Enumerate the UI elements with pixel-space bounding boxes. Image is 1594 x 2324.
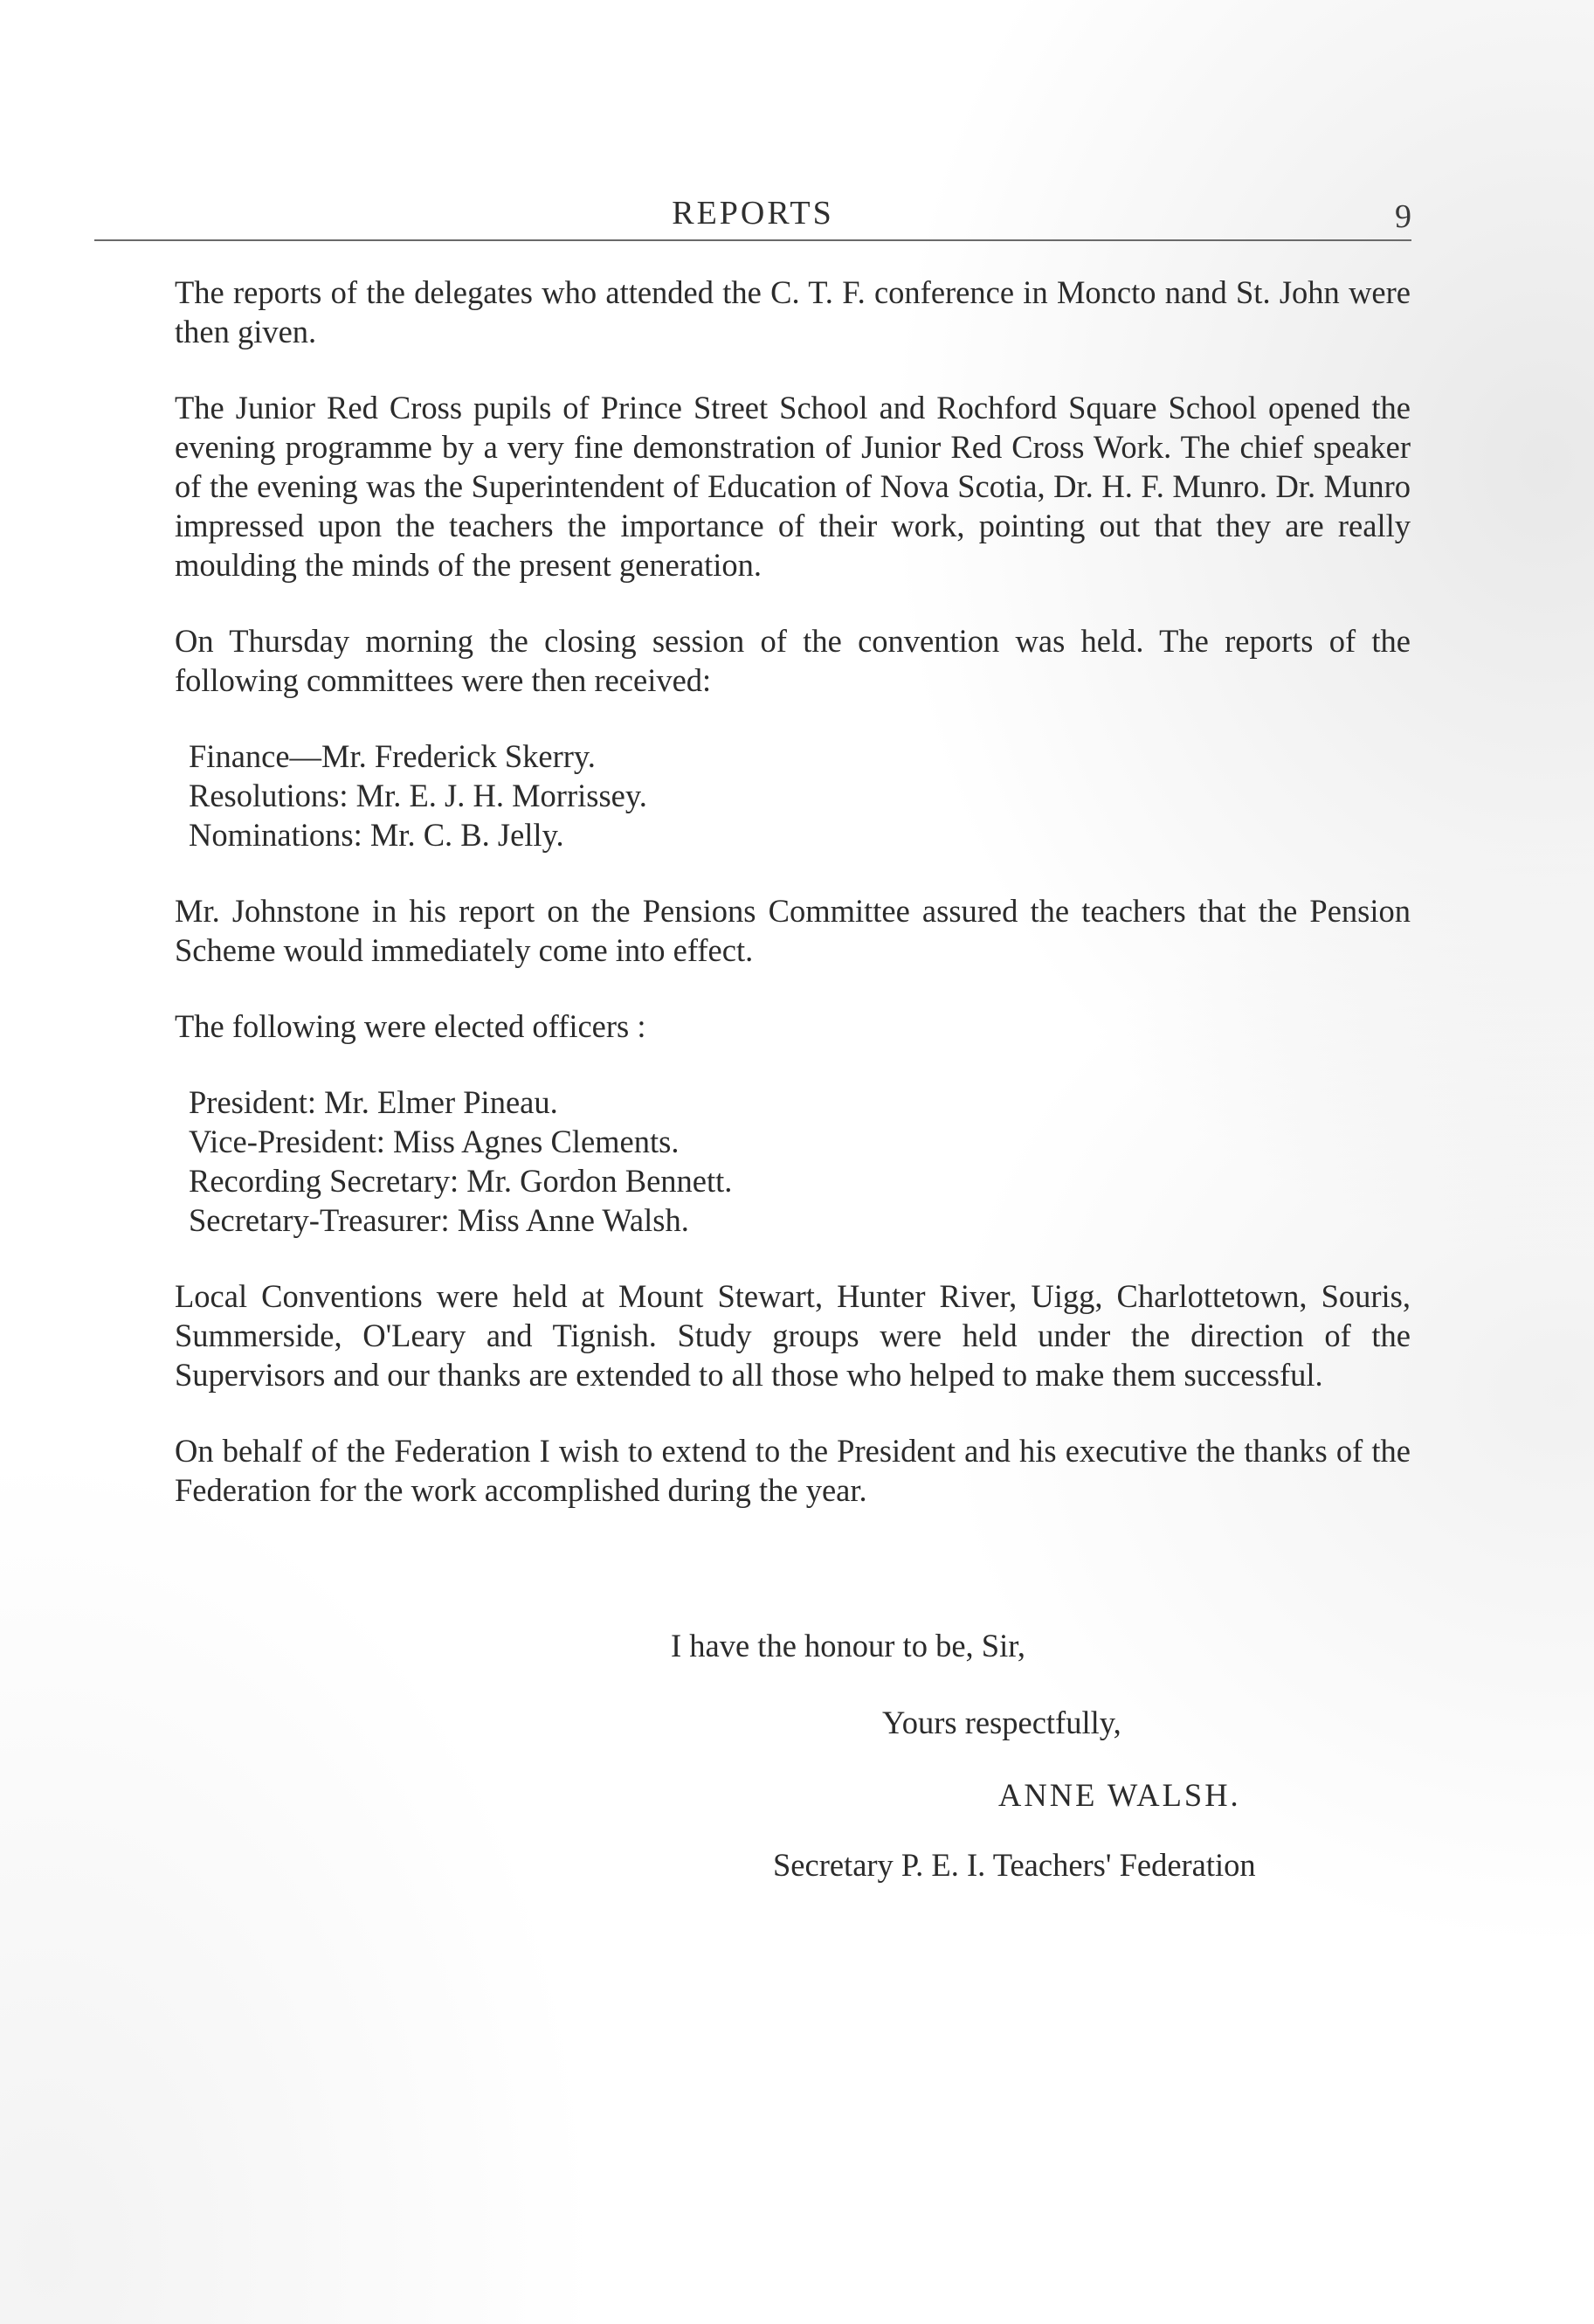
paragraph-thanks: On behalf of the Federation I wish to extend to the President and his executive the thanks of the Federation for the work accomplished during the year.	[175, 1433, 1411, 1508]
signoff-name: ANNE WALSH.	[998, 1777, 1241, 1813]
signoff-yours: Yours respectfully,	[882, 1705, 1121, 1740]
header-rule	[94, 239, 1411, 241]
list-item: Nominations: Mr. C. B. Jelly.	[189, 817, 564, 853]
list-item: Finance—Mr. Frederick Skerry.	[189, 738, 596, 774]
paragraph-delegates: The reports of the delegates who attended the C. T. F. conference in Moncto nand St. John were then given.	[175, 274, 1411, 349]
paragraph-pensions: Mr. Johnstone in his report on the Pensions Committee assured the teachers that the Pension Scheme would immediately come into effect.	[175, 893, 1411, 968]
page-number: 9	[1395, 198, 1411, 235]
committee-list	[189, 737, 1411, 854]
list-item: Secretary-Treasurer: Miss Anne Walsh.	[189, 1202, 689, 1238]
officer-list	[189, 1082, 1411, 1240]
signoff-title: Secretary P. E. I. Teachers' Federation	[773, 1847, 1256, 1883]
list-item: President: Mr. Elmer Pineau.	[189, 1084, 558, 1120]
paragraph-local-conventions: Local Conventions were held at Mount Stewart, Hunter River, Uigg, Charlottetown, Souris, Summerside, O'Leary and Tignish. Study groups were held under the direction of the Supervisors and our thanks are extended to all those who helped to make them successful.	[175, 1278, 1411, 1393]
paragraph-closing-session: On Thursday morning the closing session of the convention was held. The reports of the following committees were then received:	[175, 623, 1411, 698]
signoff-honour: I have the honour to be, Sir,	[671, 1628, 1026, 1663]
paragraph-officers-intro: The following were elected officers :	[175, 1008, 646, 1044]
list-item: Recording Secretary: Mr. Gordon Bennett.	[189, 1163, 733, 1199]
paragraph-red-cross: The Junior Red Cross pupils of Prince Street School and Rochford Square School opened the evening programme by a very fine demonstration of Junior Red Cross Work. The chief speaker of the evening was the Superintendent of Education of Nova Scotia, Dr. H. F. Munro. Dr. Munro impressed upon the teachers the importance of their work, pointing out that they are really moulding the minds of the present generation.	[175, 390, 1411, 583]
list-item: Resolutions: Mr. E. J. H. Morrissey.	[189, 778, 647, 813]
running-header	[94, 194, 1411, 243]
report-body	[175, 273, 1411, 1546]
header-title: REPORTS	[672, 195, 834, 232]
list-item: Vice-President: Miss Agnes Clements.	[189, 1124, 680, 1159]
